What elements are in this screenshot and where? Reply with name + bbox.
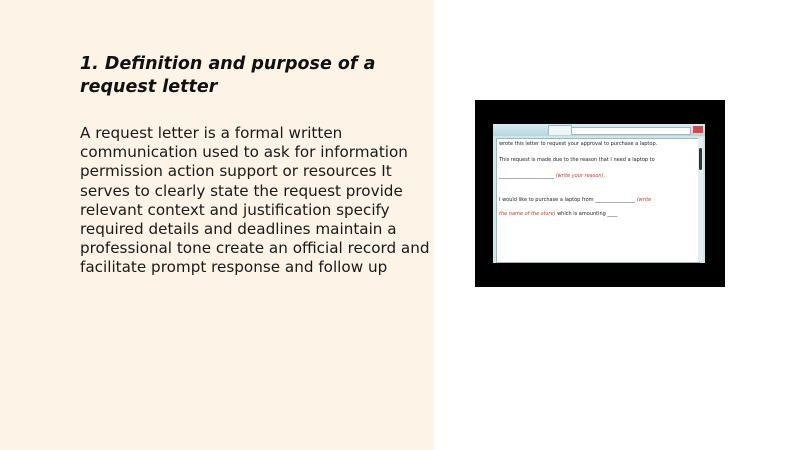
- video-player[interactable]: [475, 100, 725, 287]
- doc-note-store: (write: [636, 197, 652, 203]
- doc-line-3: ______________________ (write your reason).: [499, 173, 606, 179]
- doc-line-4: I would like to purchase a laptop from ________________ (write: [499, 197, 652, 203]
- scrollbar-thumb: [699, 148, 702, 170]
- doc-line-2: This request is made due to the reason that I need a laptop to: [499, 157, 655, 163]
- doc-line-5: the name of the store) which is amounting ____: [499, 211, 618, 217]
- slide-body-text: A request letter is a formal written communication used to ask for information permission action support or resources It serves to clearly state the request provide relevant context and justification specify required details and deadlines maintain a professional tone create an official record and facilitate prompt response and follow up: [80, 124, 430, 277]
- doc-note-reason: (write your reason).: [555, 173, 606, 179]
- doc-line-1: wrote this letter to request your approval to purchase a laptop.: [499, 141, 658, 147]
- document-scrollbar: [698, 138, 703, 261]
- slide-heading: 1. Definition and purpose of a request letter: [80, 54, 376, 97]
- window-close-icon: [693, 126, 703, 133]
- browser-tab: [548, 125, 572, 135]
- browser-address-bar: [571, 127, 691, 135]
- video-screen-browser-window: [493, 124, 705, 263]
- doc-note-store-name: the name of the store): [499, 211, 556, 217]
- letter-document: [496, 138, 700, 263]
- browser-titlebar: [493, 124, 705, 136]
